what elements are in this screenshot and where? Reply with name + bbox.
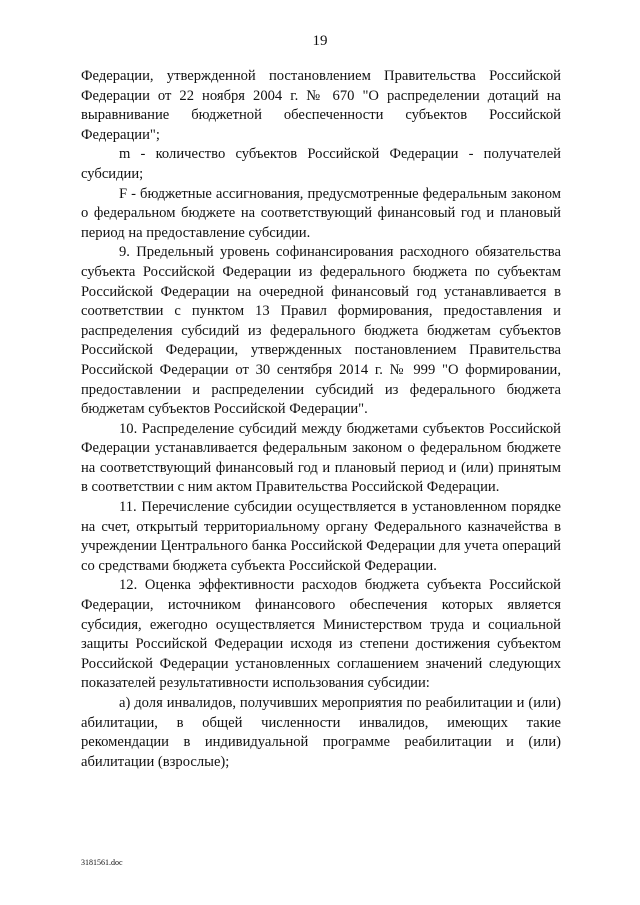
paragraph-7: 12. Оценка эффективности расходов бюджета субъекта Российской Федерации, источником финансового обеспечения которых является субсидия, ежегодно осуществляется Министерством труда и социальной защиты Российской Федерации исходя из степени достижения субъектом Российской Федерации установленных соглашением значений следующих показателей результативности использования субсидии: <box>81 577 561 692</box>
paragraph-1: Федерации, утвержденной постановлением Правительства Российской Федерации от 22 ноября 2004 г. № 670 "О распределении дотаций на выравнивание бюджетной обеспеченности субъектов Российской Федерации"; <box>81 68 561 143</box>
paragraph-4: 9. Предельный уровень софинансирования расходного обязательства субъекта Российской Федерации из федерального бюджета по субъектам Российской Федерации на очередной финансовый год устанавливается в соответствии с пунктом 13 Правил формирования, предоставления и распределения субсидий из федерального бюджета бюджетам субъектов Российской Федерации, утвержденных постановлением Правительства Российской Федерации от 30 сентября 2014 г. № 999 "О формировании, предоставлении и распределении субсидий из федерального бюджета бюджетам субъектов Российской Федерации". <box>81 244 561 418</box>
paragraph-3: F - бюджетные ассигнования, предусмотренные федеральным законом о федеральном бюджете на соответствующий финансовый год и плановый период на предоставление субсидии. <box>81 185 561 241</box>
document-file-id: 3181561.doc <box>81 858 123 867</box>
paragraph-8: а) доля инвалидов, получивших мероприятия по реабилитации и (или) абилитации, в общей численности инвалидов, имеющих такие рекомендации в индивидуальной программе реабилитации и (или) абилитации (взрослые); <box>81 695 561 770</box>
page-number: 19 <box>312 33 328 49</box>
body-text <box>81 67 561 772</box>
paragraph-5: 10. Распределение субсидий между бюджетами субъектов Российской Федерации устанавливается федеральным законом о федеральном бюджете на соответствующий финансовый год и плановый период и (или) принятым в соответствии с ним актом Правительства Российской Федерации. <box>81 420 561 496</box>
paragraph-2: m - количество субъектов Российской Федерации - получателей субсидии; <box>81 146 561 182</box>
paragraph-6: 11. Перечисление субсидии осуществляется в установленном порядке на счет, открытый территориальному органу Федерального казначейства в учреждении Центрального банка Российской Федерации для учета операций со средствами бюджета субъекта Российской Федерации. <box>81 499 561 574</box>
